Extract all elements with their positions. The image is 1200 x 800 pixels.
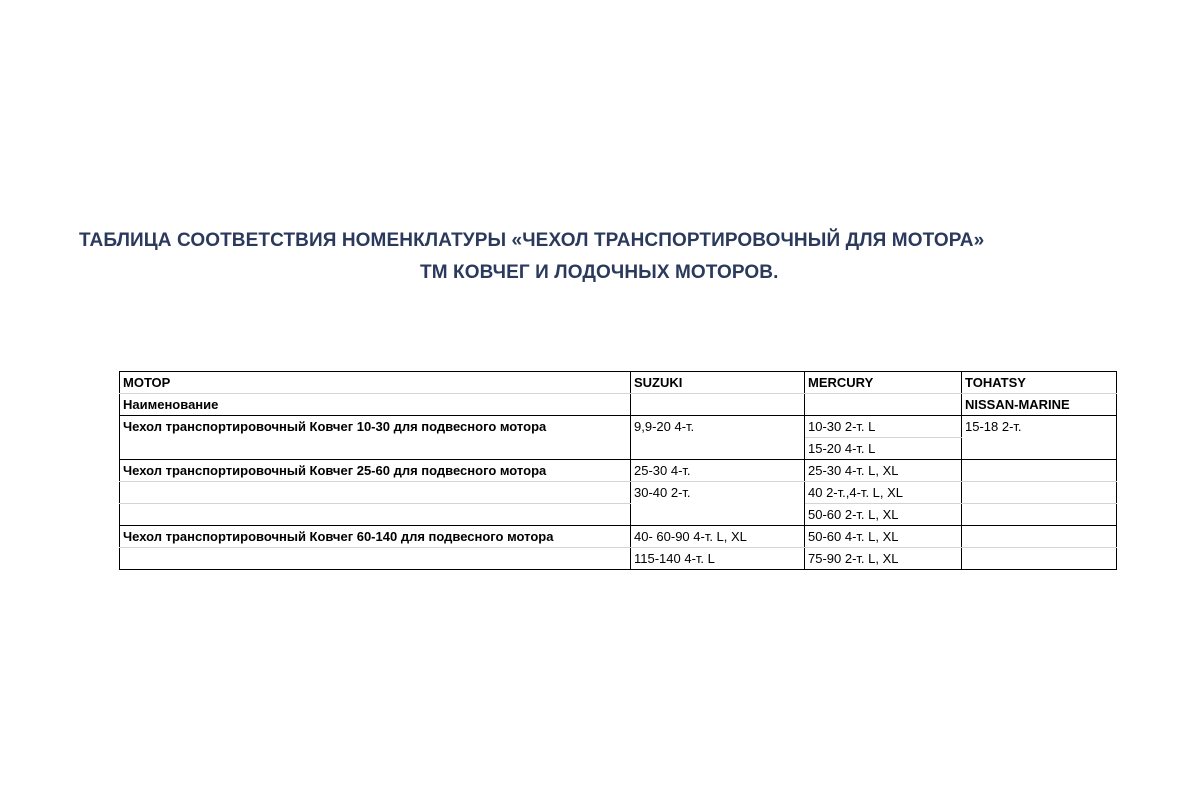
tohatsu-cell <box>962 460 1117 482</box>
table-cell <box>631 504 805 526</box>
tohatsu-cell <box>962 526 1117 548</box>
tohatsu-cell <box>962 548 1117 570</box>
table-row <box>120 482 1117 504</box>
suzuki-cell: 25-30 4-т. <box>631 460 805 482</box>
mercury-cell: 50-60 4-т. L, XL <box>805 526 962 548</box>
table-subheader-row <box>120 394 1117 416</box>
tohatsu-cell: 15-18 2-т. <box>962 416 1117 438</box>
table-row <box>120 504 1117 526</box>
table-cell <box>631 394 805 416</box>
table-cell <box>120 548 631 570</box>
compatibility-table <box>119 371 1117 570</box>
mercury-cell: 40 2-т.,4-т. L, XL <box>805 482 962 504</box>
table-cell <box>805 394 962 416</box>
suzuki-cell: 40- 60-90 4-т. L, XL <box>631 526 805 548</box>
table-cell <box>120 482 631 504</box>
header-suzuki: SUZUKI <box>631 372 805 394</box>
mercury-cell: 75-90 2-т. L, XL <box>805 548 962 570</box>
mercury-cell: 25-30 4-т. L, XL <box>805 460 962 482</box>
table-row <box>120 548 1117 570</box>
table-row <box>120 416 1117 438</box>
document-title-line1: ТАБЛИЦА СООТВЕТСТВИЯ НОМЕНКЛАТУРЫ «ЧЕХОЛ ТРАНСПОРТИРОВОЧНЫЙ ДЛЯ МОТОРА» <box>79 230 985 251</box>
tohatsu-cell <box>962 482 1117 504</box>
product-name: Чехол транспортировочный Ковчег 60-140 для подвесного мотора <box>120 526 631 548</box>
product-name: Чехол транспортировочный Ковчег 10-30 для подвесного мотора <box>120 416 631 438</box>
table-cell <box>631 438 805 460</box>
mercury-cell: 50-60 2-т. L, XL <box>805 504 962 526</box>
header-tohatsu: TOHATSY <box>962 372 1117 394</box>
suzuki-cell: 9,9-20 4-т. <box>631 416 805 438</box>
document-title-line2: ТМ КОВЧЕГ И ЛОДОЧНЫХ МОТОРОВ. <box>420 262 779 283</box>
header-mercury: MERCURY <box>805 372 962 394</box>
table-cell <box>120 504 631 526</box>
table-row <box>120 460 1117 482</box>
suzuki-cell: 30-40 2-т. <box>631 482 805 504</box>
mercury-cell: 10-30 2-т. L <box>805 416 962 438</box>
suzuki-cell: 115-140 4-т. L <box>631 548 805 570</box>
mercury-cell: 15-20 4-т. L <box>805 438 962 460</box>
table-row <box>120 526 1117 548</box>
table-cell <box>120 438 631 460</box>
subheader-name: Наименование <box>120 394 631 416</box>
tohatsu-cell <box>962 504 1117 526</box>
product-name: Чехол транспортировочный Ковчег 25-60 для подвесного мотора <box>120 460 631 482</box>
table-row <box>120 438 1117 460</box>
table-cell <box>962 438 1117 460</box>
table-header-row <box>120 372 1117 394</box>
header-motor: МОТОР <box>120 372 631 394</box>
subheader-tohatsu: NISSAN-MARINE <box>962 394 1117 416</box>
